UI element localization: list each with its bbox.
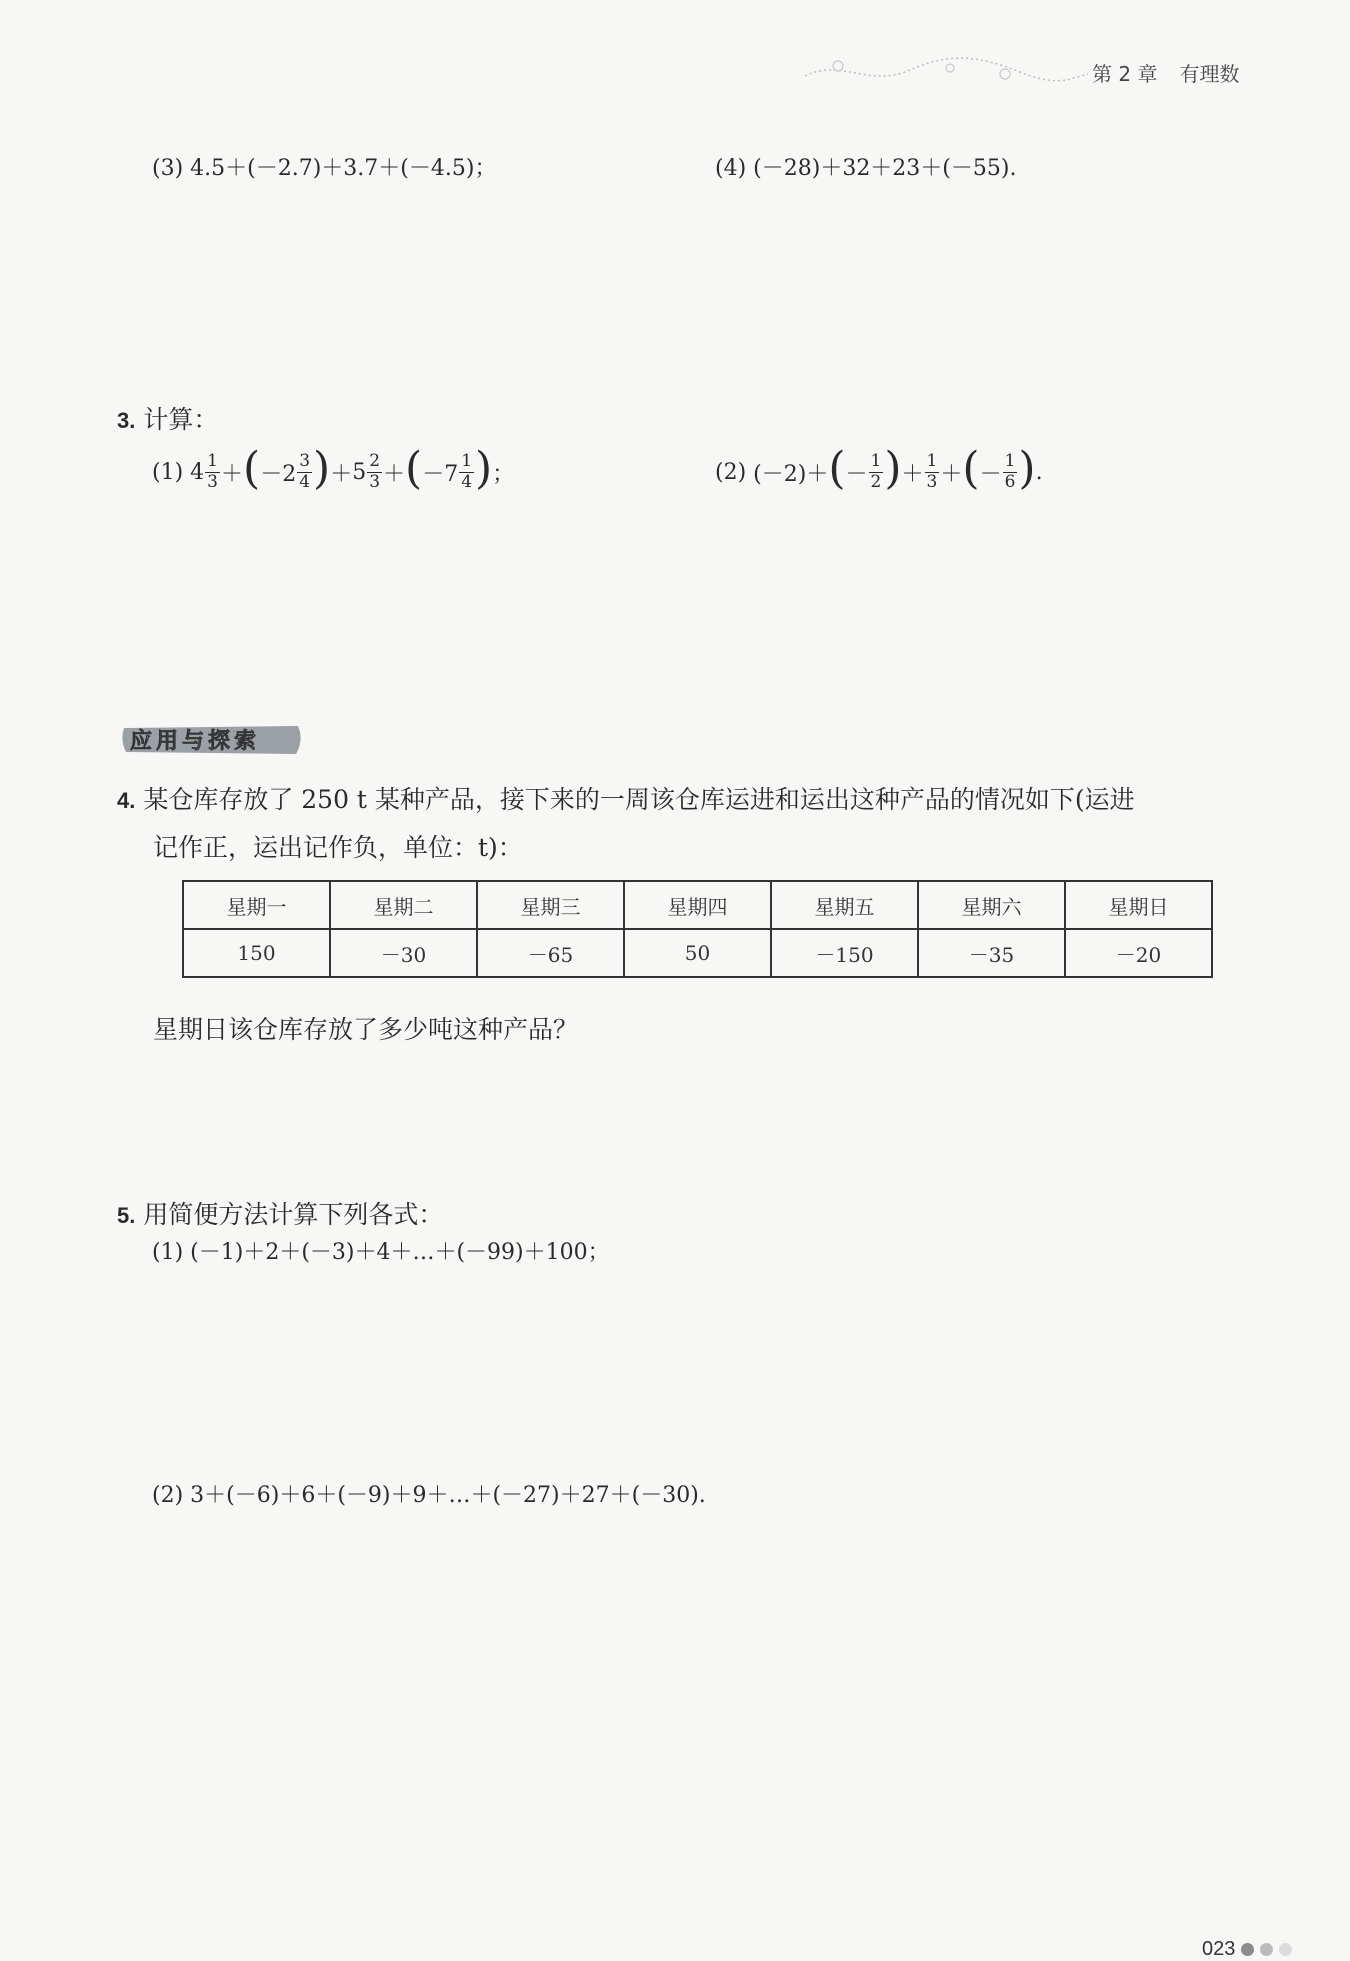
table-cell: 150 bbox=[183, 929, 330, 977]
q3-heading bbox=[117, 400, 218, 436]
table-header-cell: 星期五 bbox=[771, 881, 918, 929]
page-dot-icon bbox=[1279, 1943, 1292, 1956]
q3-p1-whole1: 4 bbox=[190, 459, 205, 485]
table-header-cell: 星期六 bbox=[918, 881, 1065, 929]
q4-table bbox=[182, 880, 1213, 978]
q4-question: 星期日该仓库存放了多少吨这种产品？ bbox=[153, 1015, 579, 1044]
q3-p2-frac1: $\frac{1}{2}$ bbox=[870, 450, 882, 492]
page-number bbox=[1202, 1938, 1292, 1961]
table-cell: －20 bbox=[1065, 929, 1212, 977]
q4-text-1: 某仓库存放了 250 t 某种产品，接下来的一周该仓库运进和运出这种产品的情况如下(运进 bbox=[143, 785, 1135, 814]
q3-p1-frac2: $\frac{3}{4}$ bbox=[299, 450, 311, 492]
header-ornament bbox=[800, 48, 1090, 88]
q2-part4: (4) (－28)＋32＋23＋(－55). bbox=[715, 156, 1017, 181]
table-cell: －150 bbox=[771, 929, 918, 977]
q3-part1: (1) 4 $\frac{1}{3}$ ＋ ( －2 $\frac{3}{4}$ ) ＋ 5 $\frac{2}{3}$ ＋ ( －7 $\frac{1}{4}$ ) ； bbox=[152, 443, 515, 494]
q2-part3: (3) 4.5＋(－2.7)＋3.7＋(－4.5)； bbox=[152, 156, 497, 181]
q4-number: 4. bbox=[117, 788, 136, 813]
page-number-text: 023 bbox=[1202, 1938, 1236, 1960]
q5-title: 用简便方法计算下列各式： bbox=[143, 1200, 444, 1229]
q3-p2-label: (2) bbox=[715, 459, 747, 485]
page-dot-icon bbox=[1260, 1943, 1273, 1956]
q3-p1-frac3: $\frac{2}{3}$ bbox=[369, 450, 381, 492]
q3-number: 3. bbox=[117, 408, 136, 433]
table-cell: 50 bbox=[624, 929, 771, 977]
table-cell: －30 bbox=[330, 929, 477, 977]
q3-p2-frac2: $\frac{1}{3}$ bbox=[926, 450, 938, 492]
running-header bbox=[1092, 58, 1239, 87]
q4-text-2: 记作正，运出记作负，单位：t)： bbox=[153, 833, 523, 862]
q4-line1 bbox=[117, 780, 1135, 816]
q3-part2: (2) (－2)＋ ( － $\frac{1}{2}$ ) ＋ $\frac{1}{3}$ ＋ ( － $\frac{1}{6}$ ) . bbox=[715, 443, 1043, 494]
q5-part1: (1) (－1)＋2＋(－3)＋4＋…＋(－99)＋100； bbox=[152, 1240, 610, 1265]
table-cell: －65 bbox=[477, 929, 624, 977]
q3-p2-frac3: $\frac{1}{6}$ bbox=[1004, 450, 1016, 492]
q3-p1-frac4: $\frac{1}{4}$ bbox=[461, 450, 473, 492]
q5-heading bbox=[117, 1195, 443, 1231]
q3-p1-label: (1) bbox=[152, 459, 184, 485]
chapter-label: 第 2 章 bbox=[1092, 62, 1158, 86]
table-header-cell: 星期一 bbox=[183, 881, 330, 929]
q5-part2: (2) 3＋(－6)＋6＋(－9)＋9＋…＋(－27)＋27＋(－30). bbox=[152, 1483, 706, 1508]
q5-number: 5. bbox=[117, 1203, 136, 1228]
table-row bbox=[183, 929, 1212, 977]
section-banner bbox=[118, 722, 304, 758]
chapter-title: 有理数 bbox=[1179, 62, 1240, 86]
table-header-cell: 星期三 bbox=[477, 881, 624, 929]
q3-p1-frac1: $\frac{1}{3}$ bbox=[207, 450, 218, 492]
table-header-cell: 星期二 bbox=[330, 881, 477, 929]
table-header-cell: 星期四 bbox=[624, 881, 771, 929]
q3-title: 计算： bbox=[143, 405, 219, 434]
table-header-row bbox=[183, 881, 1212, 929]
section-title: 应用与探索 bbox=[130, 729, 261, 754]
table-cell: －35 bbox=[918, 929, 1065, 977]
page-dot-icon bbox=[1241, 1943, 1254, 1956]
table-header-cell: 星期日 bbox=[1065, 881, 1212, 929]
